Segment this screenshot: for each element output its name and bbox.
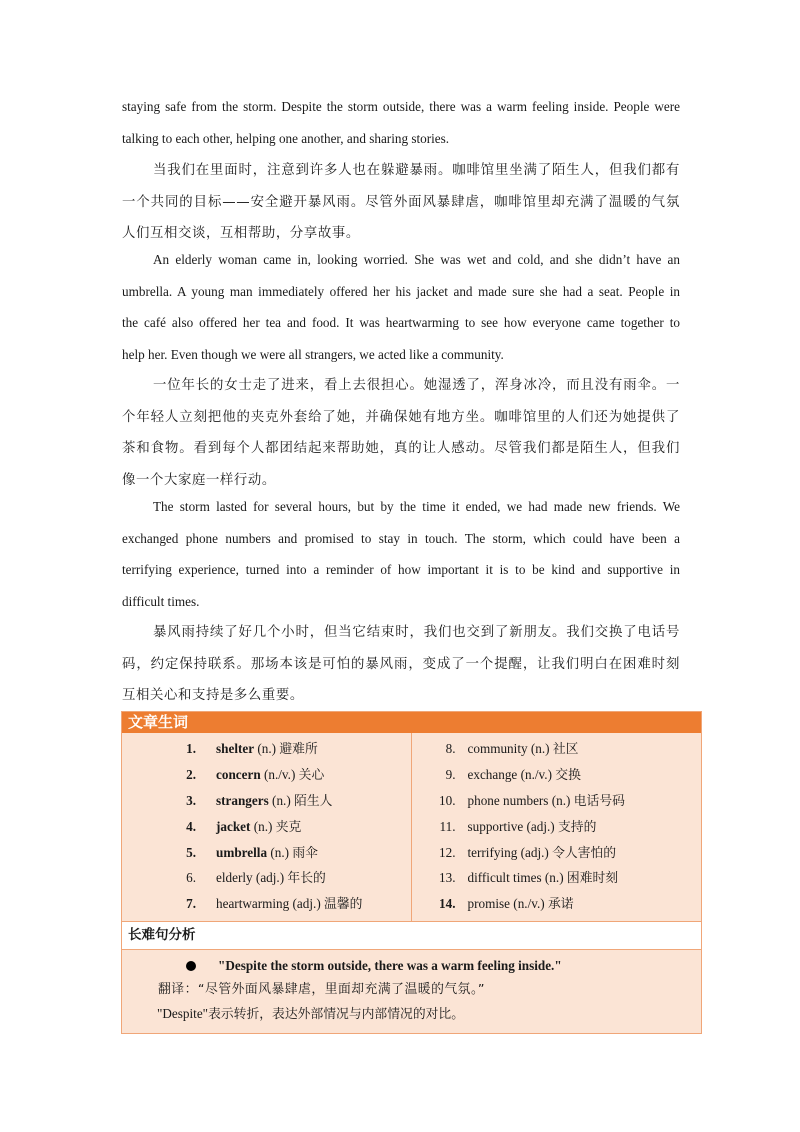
vocabulary-item: [412, 762, 702, 788]
text-line: staying safe from the storm. Despite the storm outside, there was a warm feeling inside. People were: [122, 99, 680, 114]
text-line: 人们互相交谈，互相帮助，分享故事。: [122, 226, 360, 242]
vocabulary-meaning: 陌生人: [294, 793, 333, 809]
vocabulary-word: supportive: [467, 818, 524, 834]
vocabulary-number: 4.: [186, 818, 196, 834]
vocabulary-number: 11.: [439, 818, 456, 834]
vocabulary-pos: (n.): [527, 741, 553, 756]
vocabulary-pos: (n.): [254, 741, 280, 756]
analysis-header: 长难句分析: [122, 921, 701, 950]
vocabulary-table: [121, 711, 702, 1034]
bullet-icon: [186, 961, 196, 971]
vocabulary-meaning: 雨伞: [292, 845, 318, 861]
vocabulary-pos: (adj.): [289, 896, 325, 912]
text-line: umbrella. A young man immediately offered her his jacket and made sure she had a seat. People in: [122, 283, 680, 299]
vocabulary-number: 7.: [186, 896, 196, 912]
vocabulary-word: exchange: [467, 766, 518, 782]
vocabulary-item: [122, 736, 411, 762]
text-line: help her. Even though we were all strangers, we acted like a community.: [122, 346, 504, 362]
vocabulary-item: [122, 840, 411, 866]
vocabulary-word: phone numbers: [467, 792, 549, 808]
vocabulary-word: strangers: [216, 792, 269, 808]
vocabulary-pos: (adj.): [517, 844, 553, 860]
vocabulary-pos: (adj.): [523, 818, 558, 834]
paragraph-3-translation: [122, 617, 680, 712]
vocabulary-number: 6.: [186, 870, 196, 886]
vocabulary-meaning: 支持的: [557, 819, 597, 835]
vocabulary-word: jacket: [216, 818, 251, 834]
vocabulary-item: [412, 865, 702, 891]
vocabulary-word: shelter: [216, 741, 255, 756]
vocabulary-number: 5.: [186, 844, 196, 860]
text-line: exchanged phone numbers and promised to stay in touch. The storm, which could have been a: [122, 530, 680, 546]
vocabulary-meaning: 关心: [298, 767, 325, 783]
vocabulary-word: terrifying: [467, 844, 518, 860]
vocabulary-meaning: 年长的: [287, 871, 326, 887]
text-line: 当我们在里面时，注意到许多人也在躲避暴雨。咖啡馆里坐满了陌生人，但我们都有: [153, 163, 680, 178]
vocabulary-item: [122, 788, 411, 814]
vocabulary-item: [122, 865, 411, 891]
vocabulary-pos: (n./v.): [517, 766, 556, 782]
vocabulary-meaning: 承诺: [547, 897, 574, 913]
vocabulary-meaning: 交换: [555, 767, 581, 783]
vocabulary-word: umbrella: [216, 844, 268, 860]
vocabulary-meaning: 社区: [552, 742, 579, 757]
vocabulary-number: 10.: [439, 792, 456, 808]
paragraph-1-translation: [122, 155, 680, 250]
text-line: terrifying experience, turned into a reminder of how important it is to be kind and supportive in: [122, 562, 680, 578]
vocabulary-item: [122, 762, 411, 788]
vocabulary-number: 13.: [439, 870, 456, 886]
analysis-explanation: [122, 1002, 701, 1026]
vocabulary-item: [412, 814, 702, 840]
paragraph-2: [122, 244, 680, 370]
vocabulary-word: elderly: [216, 870, 253, 886]
vocabulary-item: [412, 840, 702, 866]
vocabulary-number: 9.: [445, 766, 456, 782]
text-line: the café also offered her tea and food. It was heartwarming to see how everyone came together to: [122, 315, 680, 331]
vocabulary-pos: (n.): [541, 870, 567, 886]
text-line: An elderly woman came in, looking worried. She was wet and cold, and she didn’t have an: [153, 252, 680, 267]
text-line: talking to each other, helping one another, and sharing stories.: [122, 130, 450, 146]
vocabulary-header: 文章生词: [122, 712, 701, 733]
vocabulary-number: 14.: [439, 896, 456, 912]
vocabulary-pos: (adj.): [252, 870, 288, 886]
text-line: 一个共同的目标——安全避开暴风雨。尽管外面风暴肆虐，咖啡馆里却充满了温暖的气氛: [122, 194, 680, 210]
vocabulary-grid: [122, 733, 701, 921]
vocabulary-meaning: 困难时刻: [566, 871, 619, 887]
vocabulary-word: heartwarming: [216, 896, 290, 912]
analysis-translation: 翻译：“尽管外面风暴肆虐，里面却充满了温暖的气氛。”: [158, 982, 485, 998]
vocabulary-item: [412, 788, 702, 814]
text-line: difficult times.: [122, 593, 200, 609]
paragraph-2-translation: [122, 370, 680, 496]
analysis-explanation-text: 表示转折，表达外部情况与内部情况的对比。: [208, 1007, 464, 1023]
analysis-body: [122, 950, 701, 1033]
vocabulary-pos: (n./v.): [260, 766, 299, 782]
vocabulary-number: 1.: [186, 741, 196, 756]
vocabulary-meaning: 夹克: [275, 819, 302, 835]
vocabulary-pos: (n.): [268, 792, 295, 808]
vocabulary-item: [412, 891, 702, 917]
text-line: 一位年长的女士走了进来，看上去很担心。她湿透了，浑身冰冷，而且没有雨伞。一: [153, 378, 680, 393]
text-line: 暴风雨持续了好几个小时，但当它结束时，我们也交到了新朋友。我们交换了电话号: [153, 625, 680, 640]
vocabulary-number: 3.: [186, 792, 196, 808]
vocabulary-item: [122, 891, 411, 917]
text-line: The storm lasted for several hours, but by the time it ended, we had made new friends. We: [153, 499, 680, 514]
analysis-sentence: "Despite the storm outside, there was a warm feeling inside.": [218, 958, 562, 974]
vocabulary-word: concern: [216, 766, 261, 782]
vocabulary-word: promise: [467, 896, 510, 912]
vocabulary-pos: (n./v.): [510, 896, 548, 912]
text-line: 个年轻人立刻把他的夹克外套给了她，并确保她有地方坐。咖啡馆里的人们还为她提供了: [122, 409, 680, 425]
vocabulary-meaning: 令人害怕的: [552, 845, 617, 861]
vocabulary-word: community: [467, 741, 528, 756]
text-line: 像一个大家庭一样行动。: [122, 472, 276, 488]
vocabulary-word: difficult times: [467, 870, 542, 886]
paragraph-3: [122, 491, 680, 617]
vocabulary-pos: (n.): [250, 818, 276, 834]
text-line: 茶和食物。看到每个人都团结起来帮助她，真的让人感动。尽管我们都是陌生人，但我们: [122, 441, 680, 457]
analysis-keyword: "Despite": [157, 1006, 209, 1022]
vocabulary-column-left: [122, 733, 412, 921]
vocabulary-item: [122, 814, 411, 840]
vocabulary-number: 12.: [439, 844, 456, 860]
analysis-sentence-row: [122, 954, 701, 978]
vocabulary-number: 8.: [445, 741, 456, 756]
vocabulary-pos: (n.): [548, 792, 574, 808]
vocabulary-column-right: [412, 733, 702, 921]
vocabulary-pos: (n.): [267, 844, 293, 860]
vocabulary-meaning: 避难所: [279, 742, 318, 757]
vocabulary-meaning: 电话号码: [573, 793, 625, 809]
text-line: 互相关心和支持是多么重要。: [122, 688, 304, 704]
paragraph-1: [122, 91, 680, 154]
vocabulary-item: [412, 736, 702, 762]
text-line: 码，约定保持联系。那场本该是可怕的暴风雨，变成了一个提醒，让我们明白在困难时刻: [122, 656, 680, 672]
vocabulary-number: 2.: [186, 766, 196, 782]
vocabulary-meaning: 温馨的: [324, 897, 363, 913]
